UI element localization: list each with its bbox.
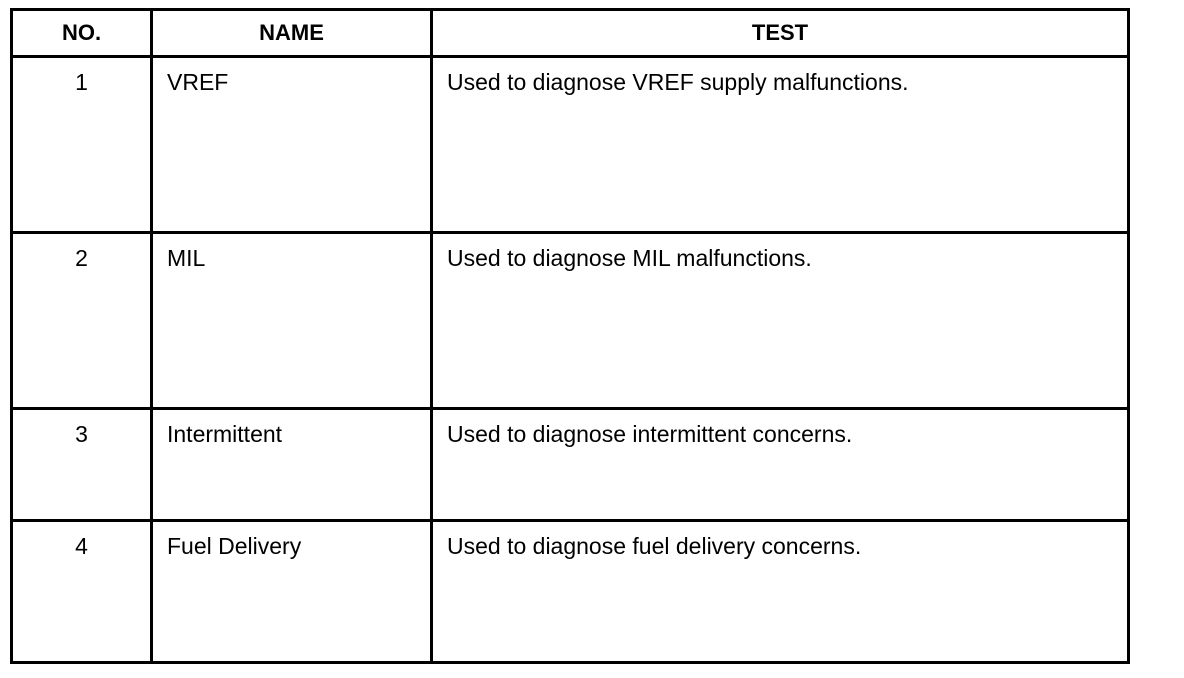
table-row bbox=[13, 234, 1127, 410]
row-name: VREF bbox=[153, 58, 433, 231]
table-row bbox=[13, 58, 1127, 234]
table-header-row bbox=[13, 11, 1127, 58]
row-name: Fuel Delivery bbox=[153, 522, 433, 661]
header-test: TEST bbox=[751, 20, 809, 45]
header-name: NAME bbox=[153, 11, 433, 55]
row-no: 3 bbox=[13, 410, 153, 519]
row-test: Used to diagnose intermittent concerns. bbox=[447, 421, 853, 447]
table-row bbox=[13, 522, 1127, 661]
row-test: Used to diagnose fuel delivery concerns. bbox=[447, 533, 862, 559]
diagnostic-test-table bbox=[10, 8, 1130, 664]
row-test: Used to diagnose MIL malfunctions. bbox=[447, 245, 812, 271]
row-no: 2 bbox=[13, 234, 153, 407]
table-row bbox=[13, 410, 1127, 522]
row-no: 4 bbox=[13, 522, 153, 661]
row-name: Intermittent bbox=[153, 410, 433, 519]
row-no: 1 bbox=[13, 58, 153, 231]
row-name: MIL bbox=[153, 234, 433, 407]
header-no: NO. bbox=[13, 11, 153, 55]
row-test: Used to diagnose VREF supply malfunctions. bbox=[447, 69, 909, 95]
